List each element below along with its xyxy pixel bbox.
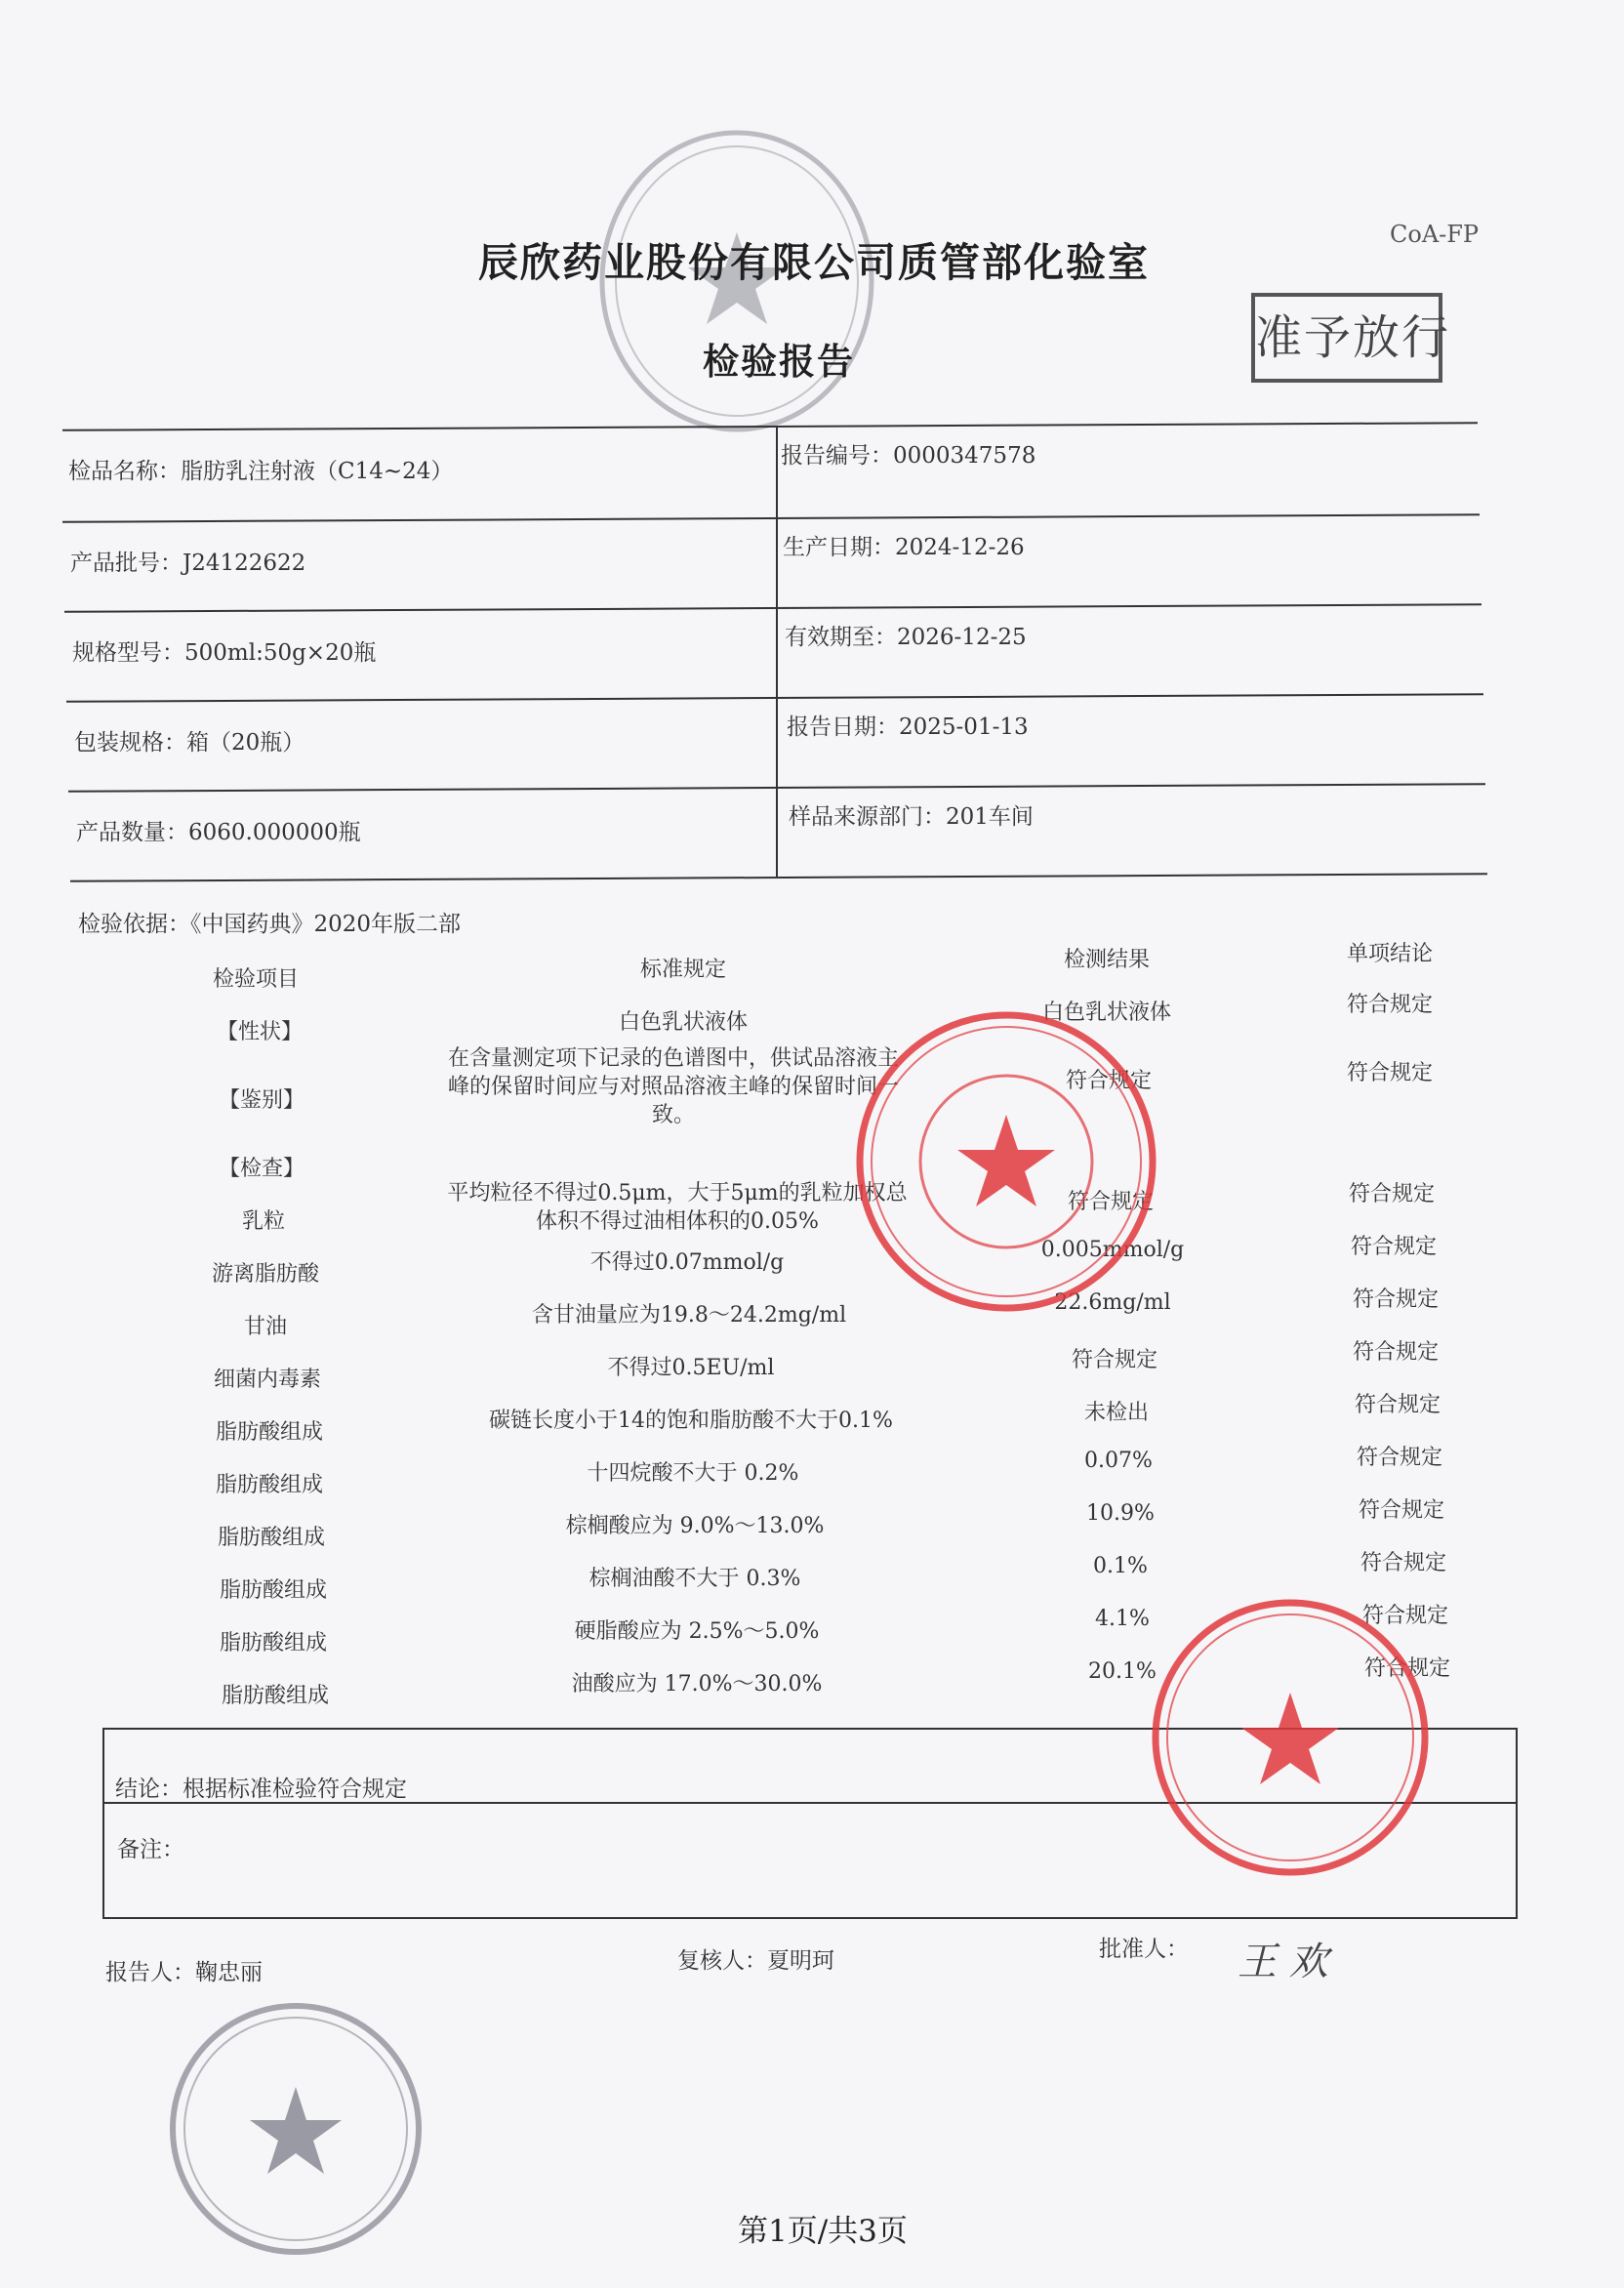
row-conclusion: 符合规定 <box>1346 993 1434 1017</box>
row-item: 细菌内毒素 <box>213 1368 322 1392</box>
reporter: 报告人：鞠忠丽 <box>105 1960 263 1985</box>
row-result: 符合规定 <box>1071 1348 1158 1372</box>
approver-signature: 王 欢 <box>1238 1940 1328 1984</box>
row-conclusion: 符合规定 <box>1363 1656 1451 1681</box>
row-standard: 白色乳状液体 <box>618 1010 749 1035</box>
product-quantity: 产品数量：6060.000000瓶 <box>76 820 361 845</box>
row-result: 22.6mg/ml <box>1054 1290 1171 1315</box>
info-divider <box>70 873 1487 882</box>
header-standard: 标准规定 <box>639 958 727 982</box>
row-item: 脂肪酸组成 <box>217 1526 326 1550</box>
row-result: 未检出 <box>1083 1401 1150 1425</box>
page-number: 第1页/共3页 <box>738 2214 908 2249</box>
specification: 规格型号：500ml:50g×20瓶 <box>72 640 377 666</box>
company-lab-title: 辰欣药业股份有限公司质管部化验室 <box>478 239 1150 286</box>
row-standard: 不得过0.07mmol/g <box>589 1250 785 1275</box>
quality-management-seal-grey <box>164 1997 427 2261</box>
product-name: 检品名称：脂肪乳注射液（C14~24） <box>68 459 454 484</box>
row-standard: 油酸应为 17.0%～30.0% <box>571 1672 823 1696</box>
quality-seal-red <box>1144 1591 1437 1884</box>
row-standard: 硬脂酸应为 2.5%～5.0% <box>574 1619 820 1644</box>
row-conclusion: 符合规定 <box>1358 1498 1445 1523</box>
row-conclusion: 符合规定 <box>1360 1551 1447 1575</box>
header-test-item: 检验项目 <box>212 967 300 992</box>
test-basis: 检验依据：《中国药典》2020年版二部 <box>78 912 462 937</box>
row-result: 白色乳状液体 <box>1041 1001 1172 1025</box>
report-title: 检验报告 <box>703 340 855 383</box>
row-item: 脂肪酸组成 <box>219 1578 328 1603</box>
row-item: 【检查】 <box>218 1157 305 1181</box>
row-conclusion: 符合规定 <box>1346 1061 1434 1085</box>
row-item: 脂肪酸组成 <box>215 1420 324 1445</box>
row-result: 10.9% <box>1086 1501 1155 1526</box>
row-standard: 碳链长度小于14的饱和脂肪酸不大于0.1% <box>489 1409 893 1433</box>
row-conclusion: 符合规定 <box>1348 1182 1436 1206</box>
packing-spec: 包装规格：箱（20瓶） <box>74 730 305 756</box>
row-conclusion: 符合规定 <box>1350 1235 1438 1259</box>
row-conclusion: 符合规定 <box>1352 1340 1440 1365</box>
header-conclusion: 单项结论 <box>1346 942 1434 966</box>
info-column-divider <box>776 426 778 877</box>
report-date: 报告日期：2025-01-13 <box>787 715 1029 740</box>
row-standard: 含甘油量应为19.8～24.2mg/ml <box>531 1303 847 1328</box>
remarks: 备注： <box>117 1837 184 1862</box>
row-result: 0.07% <box>1084 1449 1153 1473</box>
batch-number: 产品批号：J24122622 <box>70 551 306 576</box>
row-standard: 十四烷酸不大于 0.2% <box>587 1461 799 1486</box>
row-item: 脂肪酸组成 <box>221 1684 330 1708</box>
report-number: 报告编号：0000347578 <box>781 443 1036 469</box>
sample-source: 样品来源部门：201车间 <box>789 804 1034 830</box>
row-result: 0.1% <box>1093 1554 1148 1578</box>
row-item: 脂肪酸组成 <box>219 1631 328 1655</box>
row-standard: 棕榈油酸不大于 0.3% <box>589 1567 801 1591</box>
row-conclusion: 符合规定 <box>1352 1287 1440 1312</box>
row-result: 符合规定 <box>1067 1190 1155 1214</box>
info-divider <box>66 693 1483 703</box>
row-standard: 在含量测定项下记录的色谱图中，供试品溶液主峰的保留时间应与对照品溶液主峰的保留时间一致。 <box>447 1046 899 1127</box>
document-code: CoA-FP <box>1390 221 1480 248</box>
row-result: 20.1% <box>1088 1659 1157 1684</box>
header-result: 检测结果 <box>1063 948 1151 972</box>
info-divider <box>62 513 1480 523</box>
row-standard: 棕榈酸应为 9.0%～13.0% <box>565 1514 825 1538</box>
row-result: 符合规定 <box>1065 1069 1153 1093</box>
expiry-date: 有效期至：2026-12-25 <box>785 625 1027 650</box>
row-item: 【性状】 <box>216 1020 304 1044</box>
row-item: 【鉴别】 <box>218 1088 305 1113</box>
overall-conclusion: 结论：根据标准检验符合规定 <box>115 1777 407 1802</box>
reviewer: 复核人：夏明珂 <box>677 1948 834 1974</box>
row-item: 甘油 <box>243 1315 288 1339</box>
row-conclusion: 符合规定 <box>1356 1446 1443 1470</box>
row-item: 脂肪酸组成 <box>215 1473 324 1497</box>
row-item: 乳粒 <box>241 1209 286 1234</box>
row-result: 0.005mmol/g <box>1040 1238 1185 1262</box>
production-date: 生产日期：2024-12-26 <box>783 535 1025 560</box>
info-divider <box>64 603 1482 613</box>
row-result: 4.1% <box>1095 1607 1150 1631</box>
row-standard: 不得过0.5EU/ml <box>607 1356 775 1380</box>
company-seal-red <box>845 1005 1167 1318</box>
row-standard: 平均粒径不得过0.5μm，大于5μm的乳粒加权总体积不得过油相体积的0.05% <box>447 1181 908 1234</box>
row-conclusion: 符合规定 <box>1361 1604 1449 1628</box>
approver: 批准人： <box>1099 1937 1189 1962</box>
row-conclusion: 符合规定 <box>1354 1393 1441 1417</box>
row-item: 游离脂肪酸 <box>211 1262 320 1287</box>
release-approved-stamp: 准予放行 <box>1251 293 1442 383</box>
